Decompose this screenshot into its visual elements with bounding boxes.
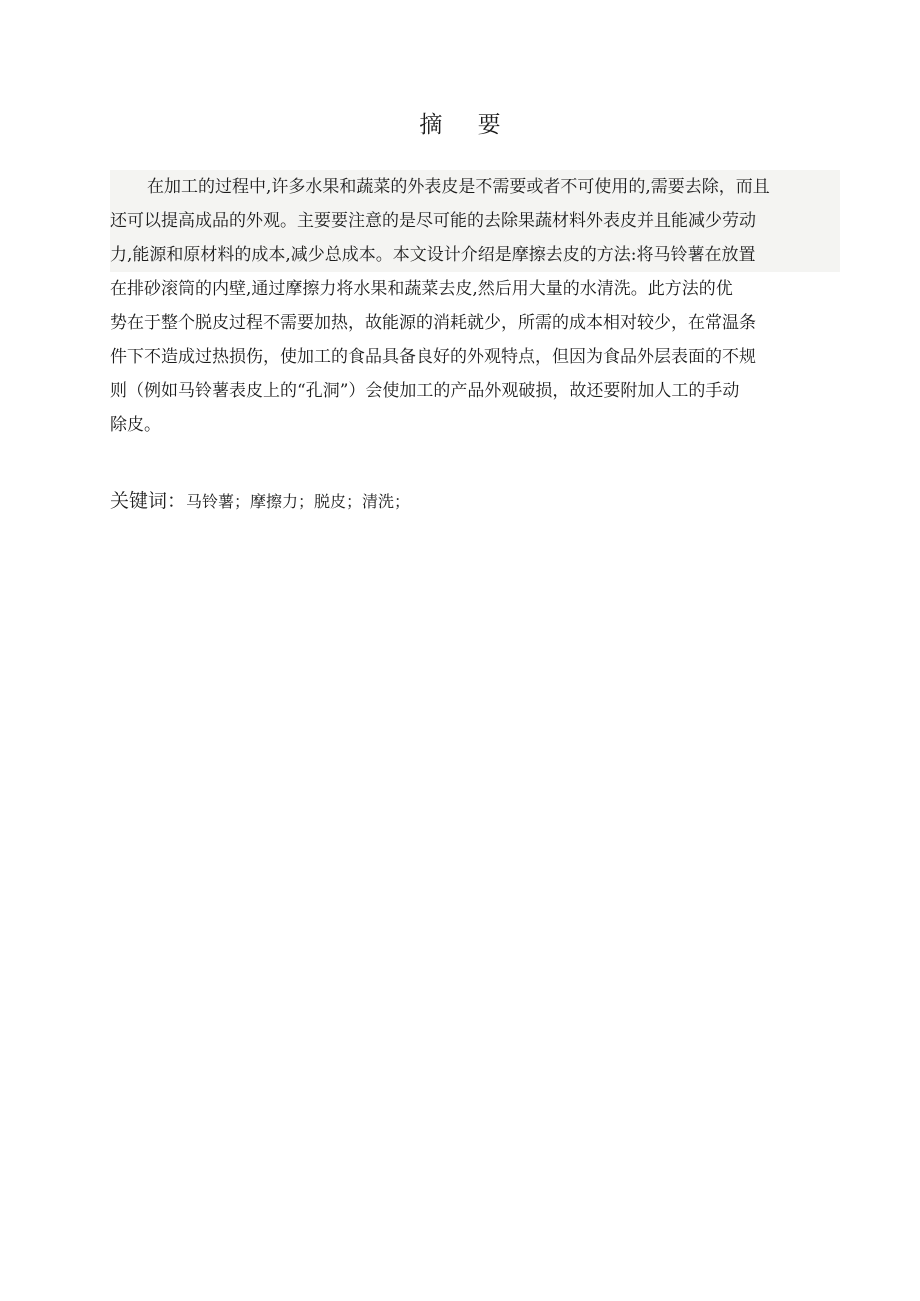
abstract-line: 则（例如马铃薯表皮上的“孔洞”）会使加工的产品外观破损，故还要附加人工的手动 bbox=[110, 381, 740, 401]
abstract-line: 除皮。 bbox=[110, 415, 161, 435]
abstract-line: 在排砂滚筒的内壁,通过摩擦力将水果和蔬菜去皮,然后用大量的水清洗。此方法的优 bbox=[110, 279, 733, 299]
page-title: 摘 要 bbox=[419, 112, 515, 138]
keywords-label: 关键词： bbox=[110, 490, 187, 512]
keywords-row bbox=[110, 484, 410, 519]
abstract-line: 在加工的过程中,许多水果和蔬菜的外表皮是不需要或者不可使用的,需要去除，而且 bbox=[110, 170, 840, 204]
abstract-body bbox=[110, 170, 840, 442]
keywords-list: 马铃薯；摩擦力；脱皮；清洗； bbox=[186, 492, 411, 511]
abstract-line: 势在于整个脱皮过程不需要加热，故能源的消耗就少，所需的成本相对较少，在常温条 bbox=[110, 313, 756, 333]
abstract-line: 还可以提高成品的外观。主要要注意的是尽可能的去除果蔬材料外表皮并且能减少劳动 bbox=[110, 204, 840, 238]
abstract-line: 件下不造成过热损伤，使加工的食品具备良好的外观特点，但因为食品外层表面的不规 bbox=[110, 347, 756, 367]
abstract-line: 力,能源和原材料的成本,减少总成本。本文设计介绍是摩擦去皮的方法:将马铃薯在放置 bbox=[110, 238, 840, 272]
